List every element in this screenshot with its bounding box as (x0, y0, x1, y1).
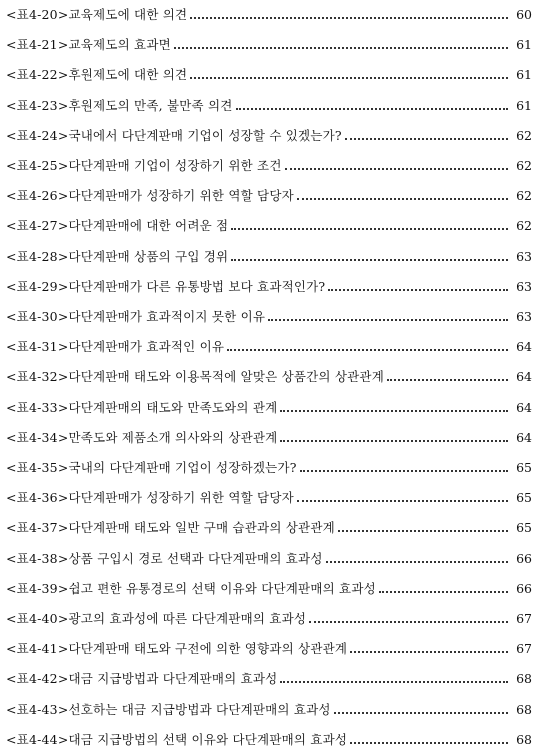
toc-entry-label: <표4-36>다단계판매가 성장하기 위한 역할 담당자 (6, 490, 294, 506)
toc-entry-label: <표4-32>다단계판매 태도와 이용목적에 알맞은 상품간의 상관관계 (6, 369, 384, 385)
toc-entry-label: <표4-34>만족도와 제품소개 의사와의 상관관계 (6, 429, 278, 445)
toc-entry-page-number: 62 (516, 158, 532, 173)
toc-entry[interactable] (6, 63, 538, 83)
toc-entry-page-number: 64 (516, 369, 532, 385)
toc-entry-label: <표4-44>대금 지급방법의 선택 이유와 다단계판매의 효과성 (6, 731, 348, 747)
dot-leader (268, 319, 508, 321)
dot-leader (280, 410, 508, 412)
toc-entry[interactable] (6, 365, 538, 385)
toc-entry[interactable] (6, 33, 538, 53)
dot-leader (285, 168, 508, 170)
toc-entry[interactable] (6, 3, 538, 23)
toc-entry[interactable] (6, 305, 538, 325)
dot-leader (227, 349, 508, 351)
toc-entry-label: <표4-31>다단계판매가 효과적인 이유 (6, 339, 225, 355)
dot-leader (231, 259, 508, 261)
toc-entry-label: <표4-42>대금 지급방법과 다단계판매의 효과성 (6, 671, 278, 687)
toc-entry-page-number: 65 (516, 520, 532, 536)
toc-entry[interactable] (6, 426, 538, 446)
toc-entry-label: <표4-22>후원제도에 대한 의견 (6, 67, 188, 83)
toc-entry-page-number: 66 (516, 580, 532, 596)
dot-leader (231, 228, 508, 230)
toc-entry[interactable] (6, 456, 538, 476)
toc-entry-label: <표4-29>다단계판매가 다른 유통방법 보다 효과적인가? (6, 278, 326, 294)
toc-entry[interactable] (6, 245, 538, 265)
toc-entry-page-number: 62 (516, 188, 532, 204)
toc-entry-page-number: 60 (516, 7, 532, 22)
toc-entry-page-number: 64 (516, 429, 532, 445)
toc-entry[interactable] (6, 124, 538, 144)
dot-leader (350, 651, 508, 653)
toc-entry-label: <표4-40>광고의 효과성에 따른 다단계판매의 효과성 (6, 611, 307, 626)
toc-entry[interactable] (6, 547, 538, 567)
toc-entry-label: <표4-39>쉽고 편한 유통경로의 선택 이유와 다단계판매의 효과성 (6, 580, 376, 596)
toc-entry-page-number: 61 (516, 97, 532, 113)
toc-entry-label: <표4-26>다단계판매가 성장하기 위한 역할 담당자 (6, 188, 294, 204)
dot-leader (280, 440, 508, 442)
toc-entry[interactable] (6, 94, 538, 114)
dot-leader (334, 712, 508, 714)
toc-entry[interactable] (6, 698, 538, 718)
toc-entry-page-number: 63 (516, 248, 532, 264)
toc-entry[interactable] (6, 335, 538, 355)
dot-leader (379, 591, 508, 593)
toc-entry-label: <표4-30>다단계판매가 효과적이지 못한 이유 (6, 309, 266, 324)
dot-leader (387, 379, 508, 381)
dot-leader (297, 500, 508, 502)
toc-entry-label: <표4-21>교육제도의 효과면 (6, 37, 171, 53)
toc-entry[interactable] (6, 275, 538, 295)
toc-entry-label: <표4-27>다단계판매에 대한 어려운 점 (6, 218, 229, 234)
toc-entry-page-number: 63 (516, 309, 532, 324)
toc-entry[interactable] (6, 728, 538, 748)
toc-entry-page-number: 65 (516, 490, 532, 506)
toc-entry[interactable] (6, 184, 538, 204)
toc-entry-page-number: 64 (516, 339, 532, 355)
toc-entry-page-number: 62 (516, 127, 532, 143)
toc-entry-page-number: 67 (516, 611, 532, 626)
dot-leader (350, 742, 508, 744)
dot-leader (190, 17, 508, 19)
toc-entry[interactable] (6, 577, 538, 597)
dot-leader (328, 289, 508, 291)
toc-entry[interactable] (6, 667, 538, 687)
toc-entry-page-number: 66 (516, 550, 532, 566)
toc-entry-label: <표4-35>국내의 다단계판매 기업이 성장하겠는가? (6, 460, 297, 475)
dot-leader (174, 47, 508, 49)
toc-entry-label: <표4-20>교육제도에 대한 의견 (6, 7, 188, 22)
toc-entry-label: <표4-38>상품 구입시 경로 선택과 다단계판매의 효과성 (6, 550, 323, 566)
dot-leader (300, 470, 508, 472)
dot-leader (280, 681, 508, 683)
toc-entry-page-number: 62 (516, 218, 532, 234)
dot-leader (338, 530, 508, 532)
toc-entry-label: <표4-25>다단계판매 기업이 성장하기 위한 조건 (6, 158, 282, 173)
toc-entry-page-number: 61 (516, 67, 532, 83)
toc-entry[interactable] (6, 637, 538, 657)
toc-entry-page-number: 61 (516, 37, 532, 53)
dot-leader (297, 198, 508, 200)
toc-entry-page-number: 65 (516, 460, 532, 475)
toc-entry[interactable] (6, 486, 538, 506)
toc-entry-label: <표4-41>다단계판매 태도와 구전에 의한 영향과의 상관관계 (6, 641, 348, 657)
dot-leader (309, 621, 508, 623)
toc-entry-page-number: 68 (516, 701, 532, 717)
dot-leader (345, 138, 508, 140)
toc-entry-label: <표4-33>다단계판매의 태도와 만족도와의 관계 (6, 399, 278, 415)
toc-entry-label: <표4-28>다단계판매 상품의 구입 경위 (6, 248, 229, 264)
toc-entry[interactable] (6, 154, 538, 174)
toc-entry-label: <표4-23>후원제도의 만족, 불만족 의견 (6, 97, 233, 113)
toc-entry-page-number: 68 (516, 671, 532, 687)
dot-leader (190, 77, 508, 79)
toc-entry-label: <표4-24>국내에서 다단계판매 기업이 성장할 수 있겠는가? (6, 127, 342, 143)
toc-entry[interactable] (6, 607, 538, 627)
toc-entry-page-number: 64 (516, 399, 532, 415)
toc-entry[interactable] (6, 516, 538, 536)
toc-entry-page-number: 63 (516, 278, 532, 294)
toc-entry-page-number: 68 (516, 731, 532, 747)
dot-leader (236, 108, 509, 110)
toc-entry[interactable] (6, 214, 538, 234)
toc-entry-label: <표4-43>선호하는 대금 지급방법과 다단계판매의 효과성 (6, 701, 331, 717)
toc-entry[interactable] (6, 396, 538, 416)
dot-leader (326, 561, 508, 563)
toc-entry-page-number: 67 (516, 641, 532, 657)
toc-entry-label: <표4-37>다단계판매 태도와 일반 구매 습관과의 상관관계 (6, 520, 335, 536)
